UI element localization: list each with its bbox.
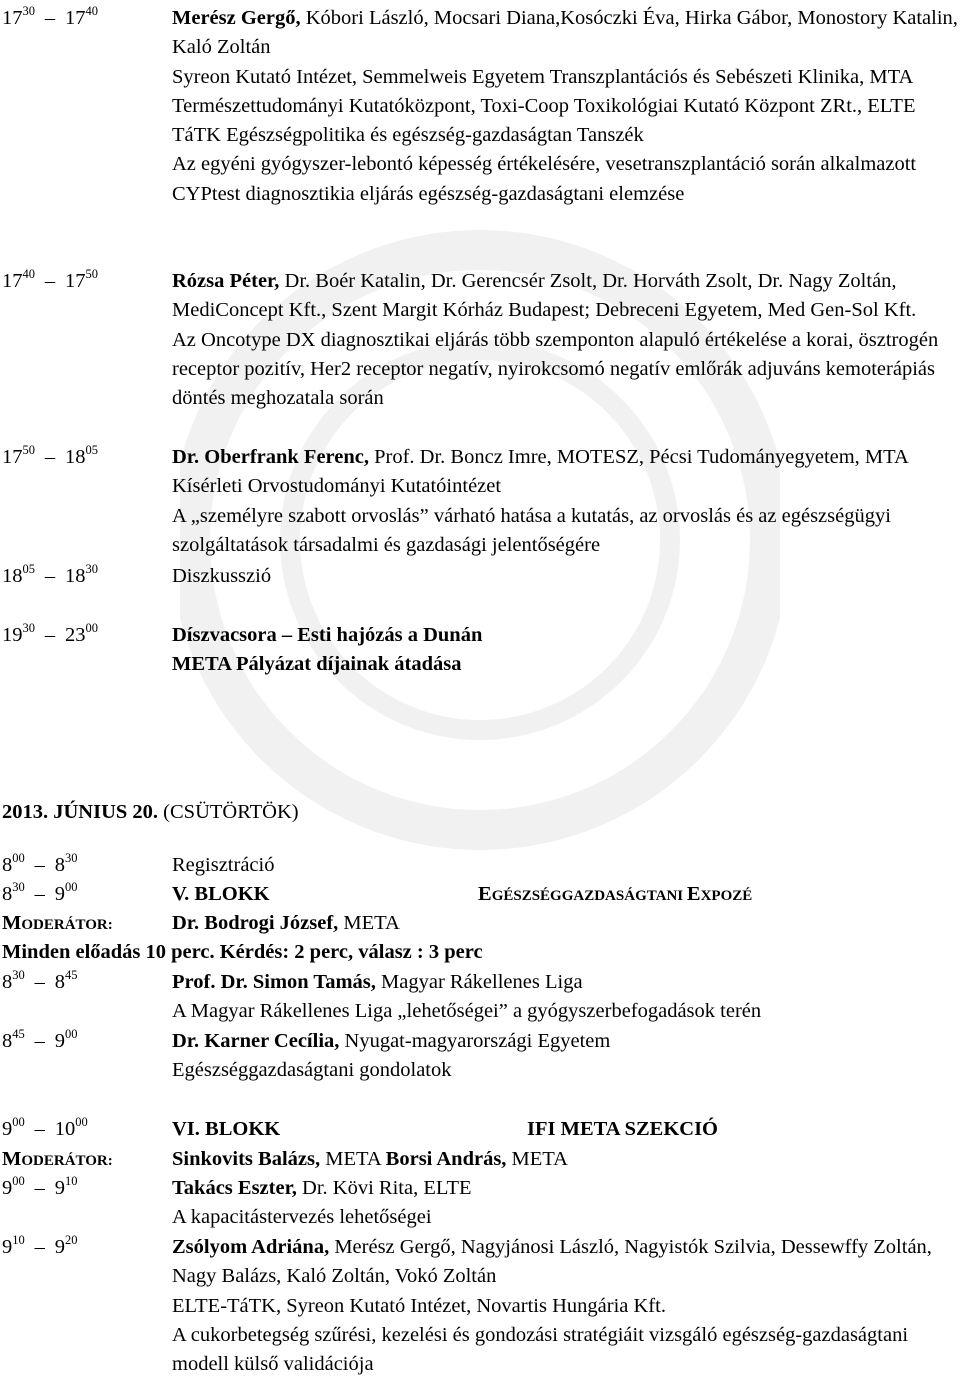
award-ceremony: META Pályázat díjainak átadása bbox=[172, 653, 462, 675]
talk-title: A cukorbetegség szűrési, kezelési és gondozási stratégiáit vizsgáló egészség-gazdaságtani modell külső validációja bbox=[172, 1323, 909, 1376]
registration-label: Regisztráció bbox=[172, 854, 275, 876]
talk-title: Egészséggazdaságtani gondolatok bbox=[172, 1059, 452, 1081]
time-slot: $19^{30} - 23^{00}$ bbox=[2, 621, 98, 646]
talk-authors: Zsólyom Adriána, Merész Gergő, Nagyjánosi László, Nagyistók Szilvia, Dessewffy Zoltán, Nagy Balázs, Kaló Zoltán, Vokó Zoltán ELTE-TáTK, Syreon Kutató Intézet, Novartis Hungária Kft. A cukorbetegség szűrési, kezelési és gondozási stratégiáit vizsgáló egészség-gazdaságtani modell külső validációja bbox=[172, 1233, 958, 1379]
talk-authors: Rózsa Péter, Dr. Boér Katalin, Dr. Gerencsér Zsolt, Dr. Horváth Zsolt, Dr. Nagy Zoltán, MediConcept Kft., Szent Margit Kórház Budapest; Debreceni Egyetem, Med Gen-Sol Kft. Az Oncotype DX diagnosztikai eljárás több szemponton alapuló értékelése a korai, ösztrogén receptor pozitív, Her2 receptor negatív, nyirokcsomó negatív emlőrák adjuváns kemoterápiás döntés meghozatala során bbox=[172, 267, 958, 413]
talk-authors: Merész Gergő, Kóbori László, Mocsari Diana,Kosóczki Éva, Hirka Gábor, Monostory Katalin, Kaló Zoltán Syreon Kutató Intézet, Semmelweis Egyetem Transzplantációs és Sebészeti Klinika, MTA Természettudományi Kutatóközpont, Toxi-Coop Toxikológiai Kutató Központ ZRt., ELTE TáTK Egészségpolitika és egészség-gazdaságtan Tanszék Az egyéni gyógyszer-lebontó képesség értékelésére, vesetranszplantáció során alkalmazott CYPtest diagnosztikia eljárás egészség-gazdaságtani elemzése bbox=[172, 4, 958, 209]
moderator-name: Dr. Bodrogi József, META bbox=[172, 912, 400, 934]
time-slot: $8^{30} - 8^{45}$ bbox=[2, 968, 78, 993]
talk-authors: Dr. Karner Cecília, Nyugat-magyarországi Egyetem bbox=[172, 1030, 611, 1052]
time-slot: $8^{30} - 9^{00}$ bbox=[2, 880, 78, 905]
talk-title: A kapacitástervezés lehetőségei bbox=[172, 1206, 432, 1228]
talk-title: A Magyar Rákellenes Liga „lehetőségei” a gyógyszerbefogadások terén bbox=[172, 1000, 762, 1022]
time-slot: $9^{00} - 10^{00}$ bbox=[2, 1115, 88, 1140]
block-label: V. BLOKK bbox=[172, 883, 270, 905]
time-slot: $8^{45} - 9^{00}$ bbox=[2, 1027, 78, 1052]
day-heading: 2013. JÚNIUS 20. (CSÜTÖRTÖK) bbox=[2, 801, 299, 823]
session-rules: Minden előadás 10 perc. Kérdés: 2 perc, válasz : 3 perc bbox=[2, 941, 483, 963]
talk-authors: Dr. Oberfrank Ferenc, Prof. Dr. Boncz Imre, MOTESZ, Pécsi Tudományegyetem, MTA Kísérleti Orvostudományi Kutatóintézet A „személyre szabott orvoslás” várható hatása a kutatás, az orvoslás és az egészségügyi szolgáltatások társadalmi és gazdasági jelentőségére bbox=[172, 443, 958, 560]
time-slot: $17^{40} - 17^{50}$ bbox=[2, 267, 98, 292]
talk-affiliation: Syreon Kutató Intézet, Semmelweis Egyetem Transzplantációs és Sebészeti Klinika, MTA Természettudományi Kutatóközpont, Toxi-Coop Toxikológiai Kutató Központ ZRt., ELTE TáTK Egészségpolitika és egészség-gazdaságtan Tanszék bbox=[172, 65, 916, 147]
discussion-label: Diszkusszió bbox=[172, 565, 272, 587]
talk-title: A „személyre szabott orvoslás” várható hatása a kutatás, az orvoslás és az egészségügyi szolgáltatások társadalmi és gazdasági jelentőségére bbox=[172, 504, 891, 556]
talk-affiliation: ELTE-TáTK, Syreon Kutató Intézet, Novartis Hungária Kft. bbox=[172, 1294, 666, 1317]
talk-title: Az Oncotype DX diagnosztikai eljárás több szemponton alapuló értékelése a korai, ösztrogén receptor pozitív, Her2 receptor negatív, nyirokcsomó negatív emlőrák adjuváns kemoterápiás döntés meghozatala során bbox=[172, 328, 939, 410]
talk-title: Az egyéni gyógyszer-lebontó képesség értékelésére, vesetranszplantáció során alkalmazott CYPtest diagnosztikia eljárás egészség-gazdaságtani elemzése bbox=[172, 153, 917, 205]
dinner-event: Díszvacsora – Esti hajózás a Dunán bbox=[172, 624, 483, 646]
block-title: IFI META SZEKCIÓ bbox=[527, 1118, 718, 1140]
moderator-label: MODERÁTOR: bbox=[2, 912, 113, 934]
moderator-label: MODERÁTOR: bbox=[2, 1148, 113, 1170]
block-title: EGÉSZSÉGGAZDASÁGTANI EXPOZÉ bbox=[478, 883, 753, 905]
time-slot: $17^{30} - 17^{40}$ bbox=[2, 4, 98, 29]
time-slot: $9^{10} - 9^{20}$ bbox=[2, 1233, 78, 1258]
time-slot: $18^{05} - 18^{30}$ bbox=[2, 562, 98, 587]
talk-authors: Takács Eszter, Dr. Kövi Rita, ELTE bbox=[172, 1177, 472, 1199]
moderator-name: Sinkovits Balázs, META Borsi András, META bbox=[172, 1148, 568, 1170]
time-slot: $17^{50} - 18^{05}$ bbox=[2, 443, 98, 468]
time-slot: $9^{00} - 9^{10}$ bbox=[2, 1174, 78, 1199]
block-label: VI. BLOKK bbox=[172, 1118, 281, 1140]
time-slot: $8^{00} - 8^{30}$ bbox=[2, 851, 78, 876]
talk-authors: Prof. Dr. Simon Tamás, Magyar Rákellenes Liga bbox=[172, 971, 583, 993]
